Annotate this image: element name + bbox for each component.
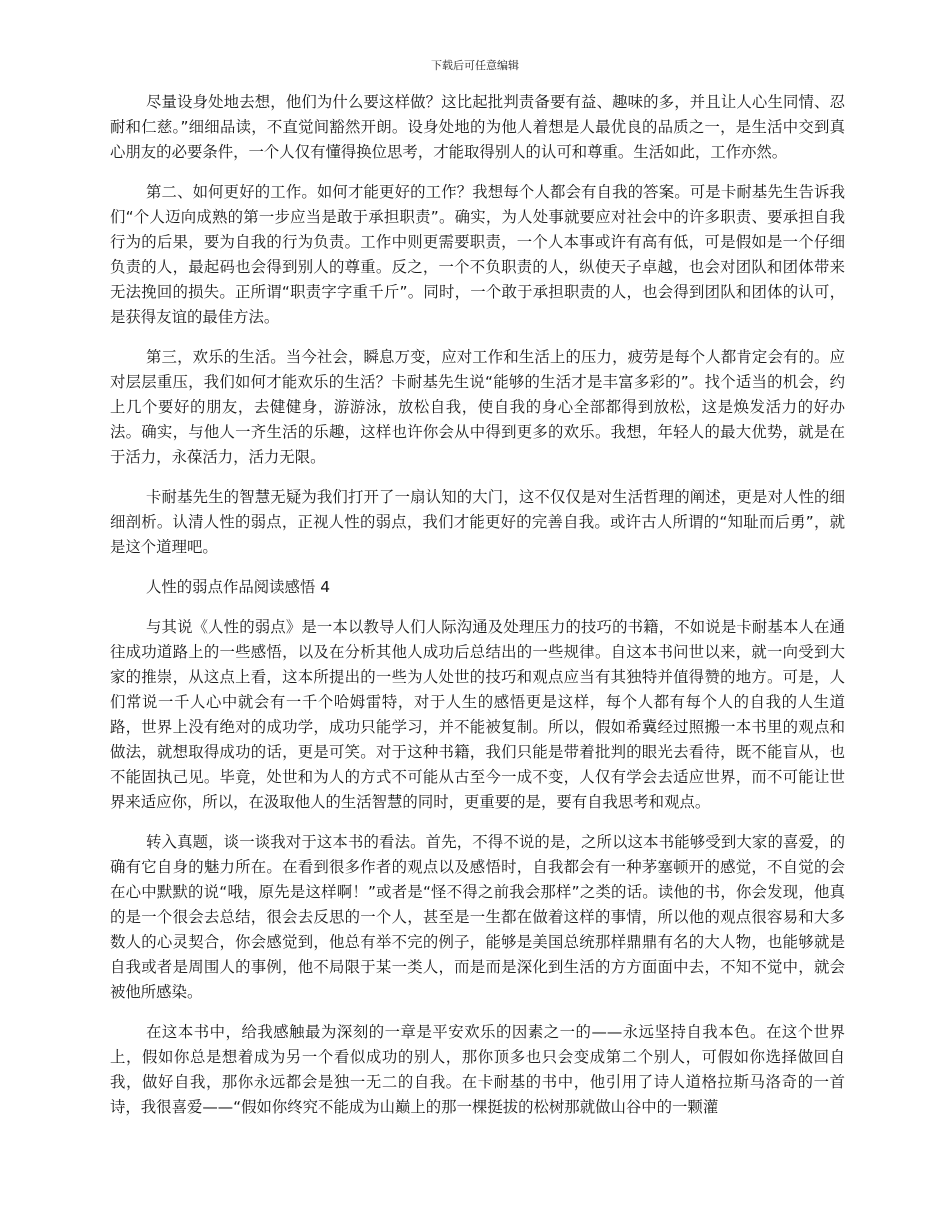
paragraph: 第二、如何更好的工作。如何才能更好的工作？我想每个人都会有自我的答案。可是卡耐基先生告诉我们“个人迈向成熟的第一步应当是敢于承担职责”。确实，为人处事就要应对社会中的许多职责、要承担自我行为的后果，要为自我的行为负责。工作中则更需要职责，一个人本事或许有高有低，可是假如是一个仔细负责的人，最起码也会得到别人的尊重。反之，一个不负职责的人，纵使天子卓越，也会对团队和团体带来无法挽回的损失。正所谓“职责字字重千斤”。同时，一个敢于承担职责的人，也会得到团队和团体的认可，是获得友谊的最佳方法。 [110,183,845,326]
page-header: 下载后可任意编辑 [431,59,519,72]
paragraph: 卡耐基先生的智慧无疑为我们打开了一扇认知的大门，这不仅仅是对生活哲理的阐述，更是对人性的细细剖析。认清人性的弱点，正视人性的弱点，我们才能更好的完善自我。或许古人所谓的“知耻而后勇”，就是这个道理吧。 [110,488,845,556]
paragraph: 转入真题，谈一谈我对于这本书的看法。首先，不得不说的是，之所以这本书能够受到大家的喜爱，的确有它自身的魅力所在。在看到很多作者的观点以及感悟时，自我都会有一种茅塞顿开的感觉，不自觉的会在心中默默的说“哦，原先是这样啊！”或者是“怪不得之前我会那样”之类的话。读他的书，你会发现，他真的是一个很会去总结，很会去反思的一个人，甚至是一生都在做着这样的事情，所以他的观点很容易和大多数人的心灵契合，你会感觉到，他总有举不完的例子，能够是美国总统那样鼎鼎有名的大人物，也能够就是自我或者是周围人的事例，他不局限于某一类人，而是而是深化到生活的方方面面中去，不知不觉中，就会被他所感染。 [110,833,845,1001]
section-title: 人性的弱点作品阅读感悟 4 [146,578,330,596]
paragraph: 尽量设身处地去想，他们为什么要这样做？这比起批判责备要有益、趣味的多，并且让人心生同情、忍耐和仁慈。”细细品读，不直觉间豁然开朗。设身处地的为他人着想是人最优良的品质之一，是生活中交到真心朋友的必要条件，一个人仅有懂得换位思考，才能取得别人的认可和尊重。生活如此，工作亦然。 [110,93,845,161]
paragraph: 与其说《人性的弱点》是一本以教导人们人际沟通及处理压力的技巧的书籍，不如说是卡耐基本人在通往成功道路上的一些感悟，以及在分析其他人成功后总结出的一些规律。自这本书问世以来，就一向受到大家的推崇，从这点上看，这本所提出的一些为人处世的技巧和观点应当有其独特并值得赞的地方。可是，人们常说一千人心中就会有一千个哈姆雷特，对于人生的感悟更是这样，每个人都有每个人的自我的人生道路，世界上没有绝对的成功学，成功只能学习，并不能被复制。所以，假如希冀经过照搬一本书里的观点和做法，就想取得成功的话，更是可笑。对于这种书籍，我们只能是带着批判的眼光去看待，既不能盲从，也不能固执己见。毕竟，处世和为人的方式不可能从古至今一成不变，人仅有学会去适应世界，而不可能让世界来适应你，所以，在汲取他人的生活智慧的同时，更重要的是，要有自我思考和观点。 [110,618,845,811]
paragraph: 在这本书中，给我感触最为深刻的一章是平安欢乐的因素之一的——永远坚持自我本色。在这个世界上，假如你总是想着成为另一个看似成功的别人，那你顶多也只会变成第二个别人，可假如你选择做回自我，做好自我，那你永远都会是独一无二的自我。在卡耐基的书中，他引用了诗人道格拉斯马洛奇的一首诗，我很喜爱——“假如你终究不能成为山巅上的那一棵挺拔的松树那就做山谷中的一颗灌 [110,1023,845,1116]
paragraph: 第三，欢乐的生活。当今社会，瞬息万变，应对工作和生活上的压力，疲劳是每个人都肯定会有的。应对层层重压，我们如何才能欢乐的生活？卡耐基先生说“能够的生活才是丰富多彩的”。找个适当的机会，约上几个要好的朋友，去健健身，游游泳，放松自我，使自我的身心全部都得到放松，这是焕发活力的好办法。确实，与他人一齐生活的乐趣，这样也许你会从中得到更多的欢乐。我想，年轻人的最大优势，就是在于活力，永葆活力，活力无限。 [110,348,845,466]
document-body [110,90,845,1135]
